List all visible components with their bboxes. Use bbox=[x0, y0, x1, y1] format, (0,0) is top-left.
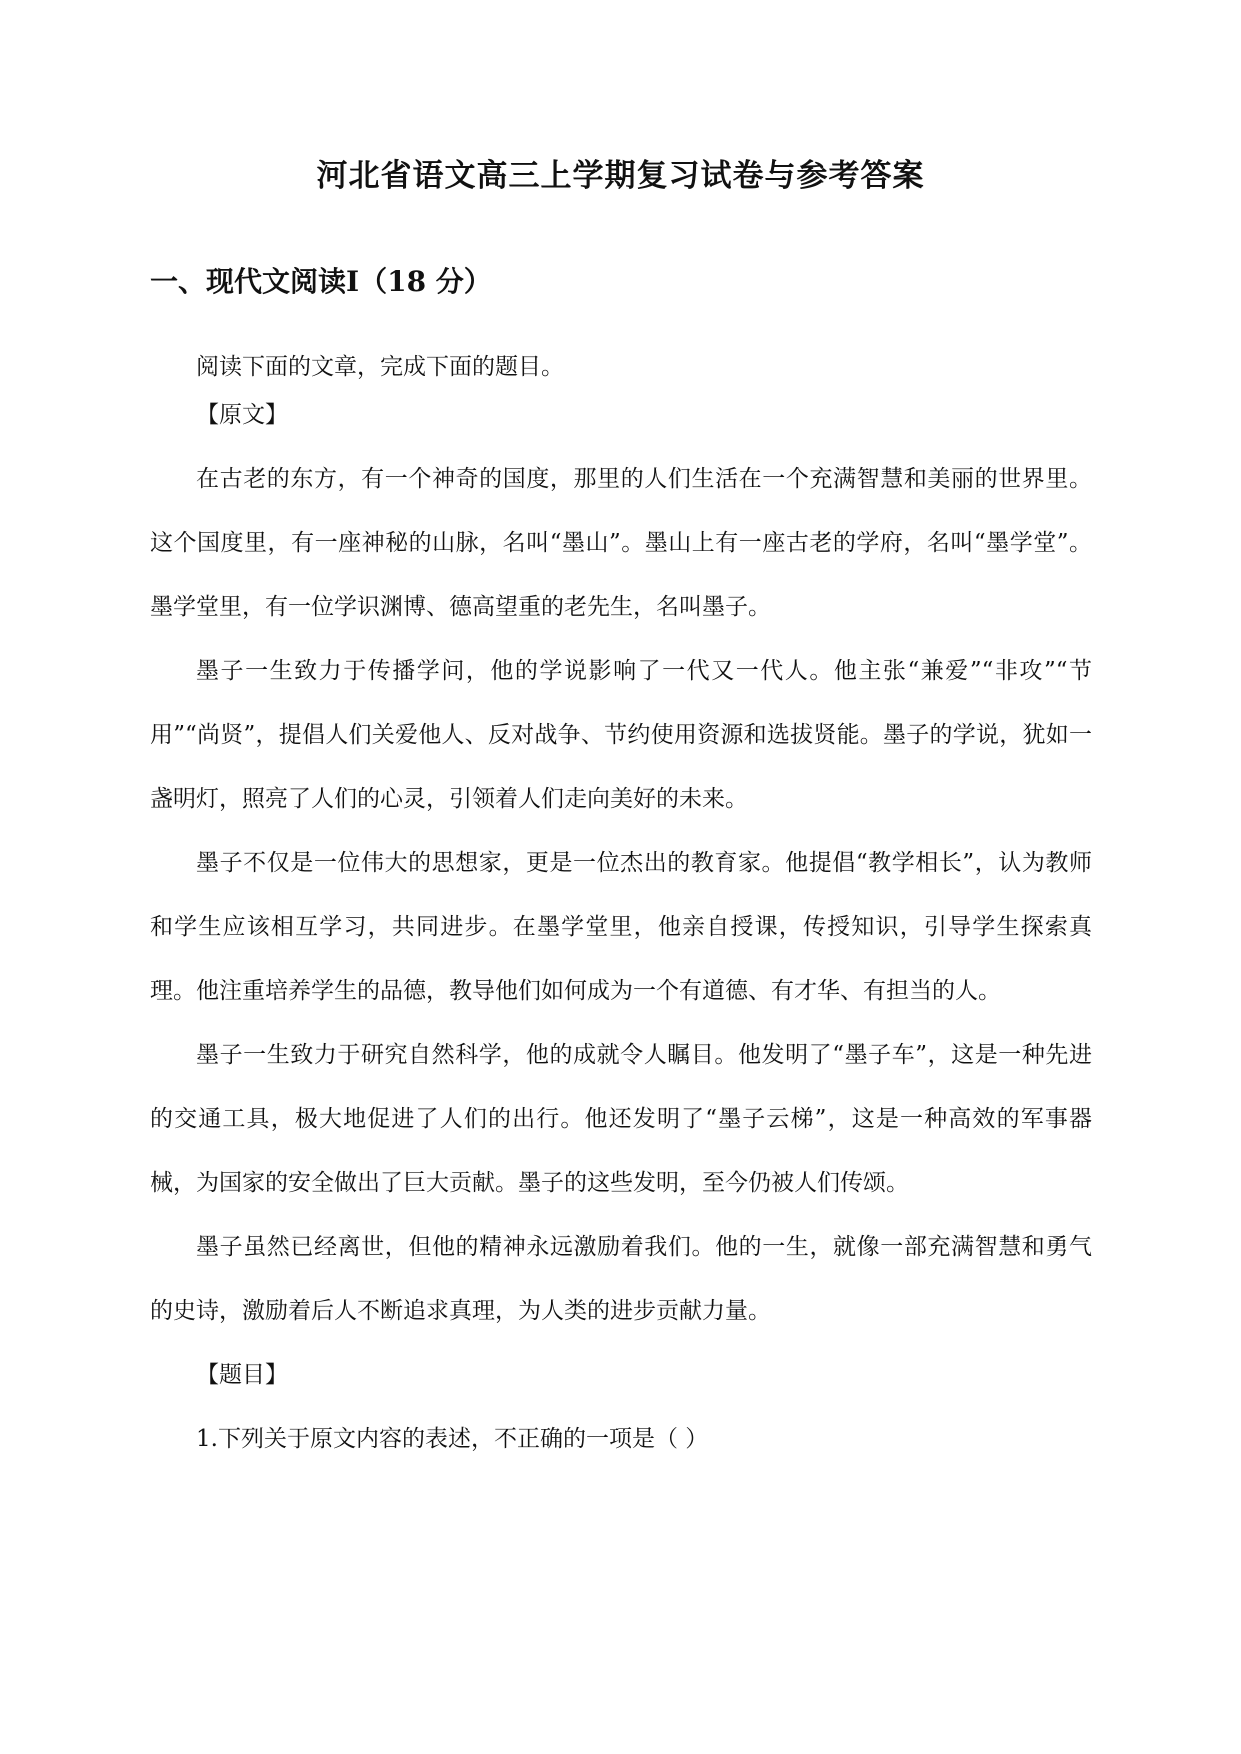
passage-paragraph: 墨子一生致力于研究自然科学，他的成就令人瞩目。他发明了“墨子车”，这是一种先进的交通工具，极大地促进了人们的出行。他还发明了“墨子云梯”，这是一种高效的军事器械，为国家的安全做出了巨大贡献。墨子的这些发明，至今仍被人们传颂。 bbox=[150, 1042, 1092, 1196]
original-label: 【原文】 bbox=[196, 402, 288, 428]
instruction-text: 阅读下面的文章，完成下面的题目。 bbox=[196, 354, 564, 380]
question-label: 【题目】 bbox=[196, 1362, 288, 1388]
question-1: 1.下列关于原文内容的表述，不正确的一项是（ ） bbox=[196, 1426, 709, 1452]
passage-paragraph: 在古老的东方，有一个神奇的国度，那里的人们生活在一个充满智慧和美丽的世界里。这个国度里，有一座神秘的山脉，名叫“墨山”。墨山上有一座古老的学府，名叫“墨学堂”。墨学堂里，有一位学识渊博、德高望重的老先生，名叫墨子。 bbox=[150, 466, 1092, 620]
passage bbox=[150, 383, 1092, 1471]
passage-paragraph: 墨子一生致力于传播学问，他的学说影响了一代又一代人。他主张“兼爱”“非攻”“节用”“尚贤”，提倡人们关爱他人、反对战争、节约使用资源和选拔贤能。墨子的学说，犹如一盏明灯，照亮了人们的心灵，引领着人们走向美好的未来。 bbox=[150, 658, 1092, 812]
document-title: 河北省语文高三上学期复习试卷与参考答案 bbox=[316, 158, 925, 194]
passage-paragraph: 墨子不仅是一位伟大的思想家，更是一位杰出的教育家。他提倡“教学相长”，认为教师和学生应该相互学习，共同进步。在墨学堂里，他亲自授课，传授知识，引导学生探索真理。他注重培养学生的品德，教导他们如何成为一个有道德、有才华、有担当的人。 bbox=[150, 850, 1092, 1004]
section-heading: 一、现代文阅读Ⅰ（18 分） bbox=[150, 265, 492, 298]
passage-paragraph: 墨子虽然已经离世，但他的精神永远激励着我们。他的一生，就像一部充满智慧和勇气的史诗，激励着后人不断追求真理，为人类的进步贡献力量。 bbox=[150, 1234, 1092, 1324]
